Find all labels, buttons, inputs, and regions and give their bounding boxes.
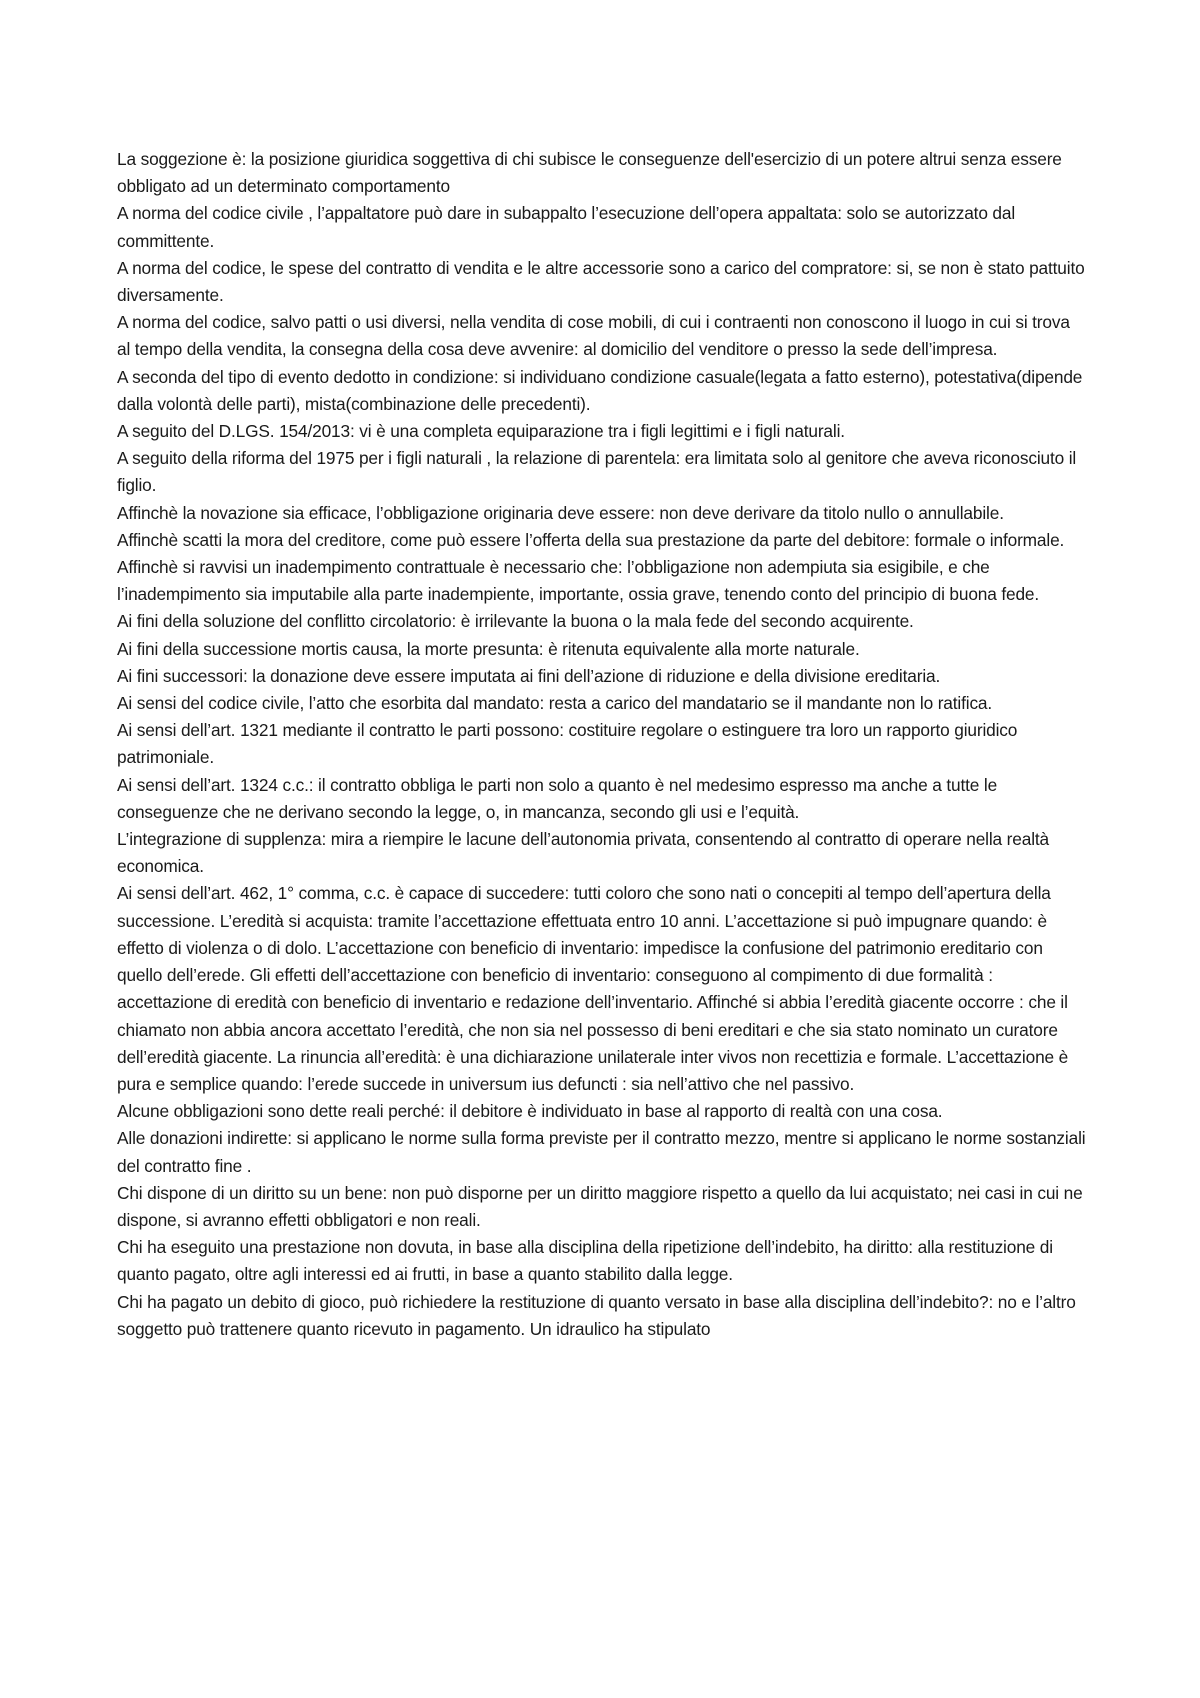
paragraph: A norma del codice civile , l’appaltatore può dare in subappalto l’esecuzione dell’opera appaltata: solo se autorizzato dal committente. — [117, 203, 1016, 251]
paragraph: A norma del codice, salvo patti o usi diversi, nella vendita di cose mobili, di cui i contraenti non conoscono il luogo in cui si trova al tempo della vendita, la consegna della cosa deve avvenire: al domicilio del venditore o presso la sede dell’impresa. — [117, 312, 1070, 360]
paragraph: Ai fini della successione mortis causa, la morte presunta: è ritenuta equivalente alla morte naturale. — [117, 638, 860, 659]
paragraph: A seconda del tipo di evento dedotto in condizione: si individuano condizione casuale(legata a fatto esterno), potestativa(dipende dalla volontà delle parti), mista(combinazione delle precedenti). — [117, 366, 1083, 414]
paragraph: Ai sensi dell’art. 462, 1° comma, c.c. è capace di succedere: tutti coloro che sono nati o concepiti al tempo dell’apertura della successione. L’eredità si acquista: tramite l’accettazione effettuata entro 10 anni. L’accettazione si può impugnare quando: è effetto di violenza o di dolo. L’accettazione con beneficio di inventario: impedisce la confusione del patrimonio ereditario con quello dell’erede. Gli effetti dell’accettazione con beneficio di inventario: conseguono al compimento di due formalità : accettazione di eredità con beneficio di inventario e redazione dell’inventario. Affinché si abbia l’eredità giacente occorre : che il chiamato non abbia ancora accettato l’eredità, che non sia nel possesso di beni ereditari e che sia stato nominato un curatore dell’eredità giacente. La rinuncia all’eredità: è una dichiarazione unilaterale inter vivos non recettizia e formale. L’accettazione è pura e semplice quando: l’erede succede in universum ius defuncti : sia nell’attivo che nel passivo. — [117, 883, 1069, 1094]
paragraph: Affinchè si ravvisi un inadempimento contrattuale è necessario che: l’obbligazione non adempiuta sia esigibile, e che l’inadempimento sia imputabile alla parte inadempiente, importante, ossia grave, tenendo conto del principio di buona fede. — [117, 557, 1040, 605]
paragraph: Ai sensi del codice civile, l’atto che esorbita dal mandato: resta a carico del mandatario se il mandante non lo ratifica. — [117, 693, 993, 714]
paragraph: Ai fini successori: la donazione deve essere imputata ai fini dell’azione di riduzione e della divisione ereditaria. — [117, 665, 941, 686]
document-body — [117, 146, 1087, 1343]
paragraph: Alle donazioni indirette: si applicano le norme sulla forma previste per il contratto mezzo, mentre si applicano le norme sostanziali del contratto fine . — [117, 1128, 1086, 1176]
paragraph: L’integrazione di supplenza: mira a riempire le lacune dell’autonomia privata, consentendo al contratto di operare nella realtà economica. — [117, 829, 1049, 877]
paragraph: Chi dispone di un diritto su un bene: non può disporne per un diritto maggiore rispetto a quello da lui acquistato; nei casi in cui ne dispone, si avranno effetti obbligatori e non reali. — [117, 1182, 1083, 1230]
paragraph: A seguito del D.LGS. 154/2013: vi è una completa equiparazione tra i figli legittimi e i figli naturali. — [117, 421, 845, 442]
paragraph: Ai sensi dell’art. 1321 mediante il contratto le parti possono: costituire regolare o estinguere tra loro un rapporto giuridico patrimoniale. — [117, 720, 1018, 768]
paragraph: A seguito della riforma del 1975 per i figli naturali , la relazione di parentela: era limitata solo al genitore che aveva riconosciuto il figlio. — [117, 448, 1077, 496]
paragraph: Affinchè scatti la mora del creditore, come può essere l’offerta della sua prestazione da parte del debitore: formale o informale. — [117, 529, 1065, 550]
paragraph: Chi ha pagato un debito di gioco, può richiedere la restituzione di quanto versato in base alla disciplina dell’indebito?: no e l’altro soggetto può trattenere quanto ricevuto in pagamento. Un idraulico ha stipulato — [117, 1291, 1076, 1339]
paragraph: A norma del codice, le spese del contratto di vendita e le altre accessorie sono a carico del compratore: si, se non è stato pattuito diversamente. — [117, 257, 1085, 306]
paragraph: La soggezione è: la posizione giuridica soggettiva di chi subisce le conseguenze dell'esercizio di un potere altrui senza essere obbligato ad un determinato comportamento — [117, 149, 1062, 197]
paragraph: Ai fini della soluzione del conflitto circolatorio: è irrilevante la buona o la mala fede del secondo acquirente. — [117, 611, 914, 632]
paragraph: Alcune obbligazioni sono dette reali perché: il debitore è individuato in base al rapporto di realtà con una cosa. — [117, 1101, 943, 1122]
paragraph: Affinchè la novazione sia efficace, l’obbligazione originaria deve essere: non deve derivare da titolo nullo o annullabile. — [117, 502, 1004, 523]
paragraph: Ai sensi dell’art. 1324 c.c.: il contratto obbliga le parti non solo a quanto è nel medesimo espresso ma anche a tutte le conseguenze che ne derivano secondo la legge, o, in mancanza, secondo gli usi e l’equità. — [117, 774, 998, 822]
paragraph: Chi ha eseguito una prestazione non dovuta, in base alla disciplina della ripetizione dell’indebito, ha diritto: alla restituzione di quanto pagato, oltre agli interessi ed ai frutti, in base a quanto stabilito dalla legge. — [117, 1237, 1053, 1285]
